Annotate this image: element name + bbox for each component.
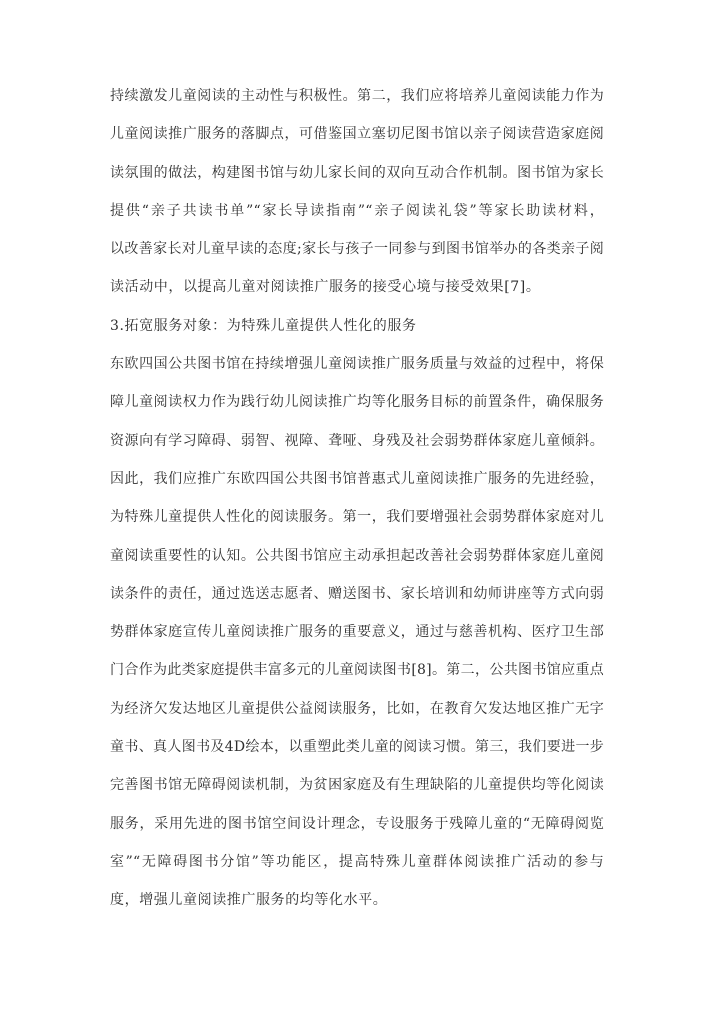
section-heading [110, 313, 604, 351]
text-line: 因此，我们应推广东欧四国公共图书馆普惠式儿童阅读推广服务的先进经验， [110, 470, 604, 487]
text-line: 障儿童阅读权力作为践行幼儿阅读推广均等化服务目标的前置条件，确保服务 [110, 394, 604, 411]
text-line: 度，增强儿童阅读推广服务的均等化水平。 [110, 892, 388, 909]
text-line: 门合作为此类家庭提供丰富多元的儿童阅读图书[8]。第二，公共图书馆应重点 [110, 662, 604, 679]
text-line: 童阅读重要性的认知。公共图书馆应主动承担起改善社会弱势群体家庭儿童阅 [110, 547, 604, 564]
text-line: 童书、真人图书及4D绘本，以重塑此类儿童的阅读习惯。第三，我们要进一步 [110, 739, 604, 756]
text-line: 读活动中，以提高儿童对阅读推广服务的接受心境与接受效果[7]。 [110, 279, 541, 296]
text-line: 完善图书馆无障碍阅读机制，为贫困家庭及有生理缺陷的儿童提供均等化阅读 [110, 777, 604, 794]
text-line: 儿童阅读推广服务的落脚点，可借鉴国立塞切尼图书馆以亲子阅读营造家庭阅 [110, 126, 604, 143]
text-line: 读条件的责任，通过选送志愿者、赠送图书、家长培训和幼师讲座等方式向弱 [110, 585, 604, 602]
paragraph-continuation [110, 83, 604, 313]
paragraph-body [110, 351, 604, 925]
heading-text: 3.拓宽服务对象：为特殊儿童提供人性化的服务 [110, 317, 417, 334]
text-line: 资源向有学习障碍、弱智、视障、聋哑、身残及社会弱势群体家庭儿童倾斜。 [110, 432, 604, 449]
text-line: 服务，采用先进的图书馆空间设计理念，专设服务于残障儿童的“无障碍阅览 [110, 815, 604, 832]
text-line: 为特殊儿童提供人性化的阅读服务。第一，我们要增强社会弱势群体家庭对儿 [110, 509, 604, 526]
document-body [110, 83, 604, 926]
text-line: 读氛围的做法，构建图书馆与幼儿家长间的双向互动合作机制。图书馆为家长 [110, 164, 604, 181]
text-line: 势群体家庭宣传儿童阅读推广服务的重要意义，通过与慈善机构、医疗卫生部 [110, 624, 604, 641]
text-line: 室”“无障碍图书分馆”等功能区，提高特殊儿童群体阅读推广活动的参与 [110, 853, 604, 870]
text-line: 提供“亲子共读书单”“家长导读指南”“亲子阅读礼袋”等家长助读材料， [110, 202, 604, 219]
text-line: 持续激发儿童阅读的主动性与积极性。第二，我们应将培养儿童阅读能力作为 [110, 88, 604, 104]
text-line: 为经济欠发达地区儿童提供公益阅读服务，比如，在教育欠发达地区推广无字 [110, 700, 604, 717]
text-line: 以改善家长对儿童早读的态度;家长与孩子一同参与到图书馆举办的各类亲子阅 [110, 241, 604, 258]
text-line: 东欧四国公共图书馆在持续增强儿童阅读推广服务质量与效益的过程中，将保 [110, 356, 604, 373]
